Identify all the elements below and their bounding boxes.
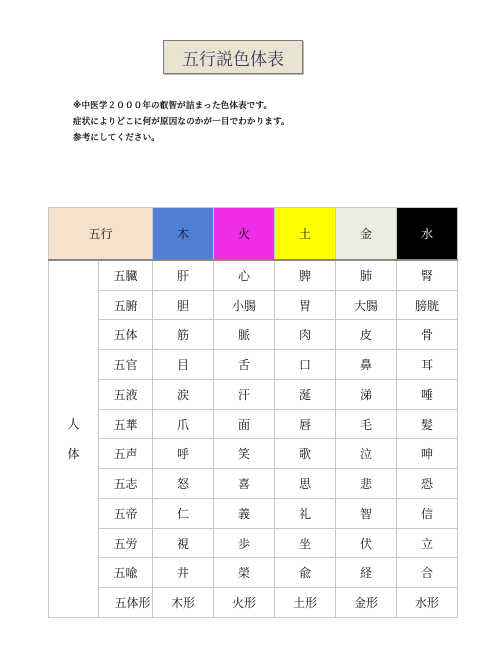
table-cell: 仁 (153, 498, 214, 528)
table-cell: 喜 (214, 469, 275, 499)
table-cell: 歩 (214, 528, 275, 558)
table-cell: 鼻 (336, 350, 397, 380)
table-row (49, 439, 458, 469)
table-cell: 信 (397, 498, 458, 528)
table-cell: 唇 (275, 409, 336, 439)
table-cell: 毛 (336, 409, 397, 439)
table-cell: 兪 (275, 558, 336, 588)
side-label-char: 人 (67, 416, 80, 431)
intro-line: 参考にしてください。 (73, 133, 161, 143)
table-cell: 礼 (275, 498, 336, 528)
row-label: 五華 (99, 409, 153, 439)
table-row (49, 558, 458, 588)
table-cell: 肝 (153, 260, 214, 291)
table-cell: 智 (336, 498, 397, 528)
table-cell: 汗 (214, 379, 275, 409)
table-cell: 髪 (397, 409, 458, 439)
header-element-earth: 土 (275, 208, 336, 260)
page-title-box (163, 40, 303, 74)
intro-line: 症状によりどこに何が原因なのかが一目でわかります。 (73, 117, 290, 127)
table-cell: 涕 (336, 379, 397, 409)
table-cell: 義 (214, 498, 275, 528)
color-correspondence-table (48, 207, 458, 618)
table-cell: 口 (275, 350, 336, 380)
table-cell: 耳 (397, 350, 458, 380)
row-label: 五体 (99, 320, 153, 350)
header-element-water: 水 (397, 208, 458, 260)
table-cell: 涙 (153, 379, 214, 409)
table-cell: 土形 (275, 588, 336, 618)
table-cell: 坐 (275, 528, 336, 558)
row-label: 五官 (99, 350, 153, 380)
table-cell: 笑 (214, 439, 275, 469)
table-cell: 面 (214, 409, 275, 439)
table-cell: 泣 (336, 439, 397, 469)
body-side-label (49, 260, 99, 618)
table-row (49, 469, 458, 499)
table-cell: 骨 (397, 320, 458, 350)
header-element-fire: 火 (214, 208, 275, 260)
table-cell: 筋 (153, 320, 214, 350)
side-label-char: 体 (67, 446, 80, 461)
table-cell: 脾 (275, 260, 336, 291)
table-cell: 伏 (336, 528, 397, 558)
table-cell: 大腸 (336, 290, 397, 320)
header-element-wood: 木 (153, 208, 214, 260)
table-body (49, 260, 458, 618)
table-cell: 腎 (397, 260, 458, 291)
table-cell: 火形 (214, 588, 275, 618)
table-row (49, 260, 458, 291)
table-cell: 肺 (336, 260, 397, 291)
table-cell: 唾 (397, 379, 458, 409)
table-cell: 脈 (214, 320, 275, 350)
table-cell: 涎 (275, 379, 336, 409)
table-cell: 目 (153, 350, 214, 380)
table-cell: 経 (336, 558, 397, 588)
table-cell: 胆 (153, 290, 214, 320)
table-cell: 歌 (275, 439, 336, 469)
table-cell: 呼 (153, 439, 214, 469)
table-cell: 小腸 (214, 290, 275, 320)
header-gogyo: 五行 (49, 208, 153, 260)
table-cell: 思 (275, 469, 336, 499)
row-label: 五体形 (99, 588, 153, 618)
intro-text (73, 98, 290, 146)
table-cell: 合 (397, 558, 458, 588)
table-cell: 木形 (153, 588, 214, 618)
table-cell: 水形 (397, 588, 458, 618)
intro-line: ※中医学２０００年の叡智が詰まった色体表です。 (73, 101, 273, 111)
row-label: 五声 (99, 439, 153, 469)
table-cell: 井 (153, 558, 214, 588)
table-row (49, 528, 458, 558)
header-element-metal: 金 (336, 208, 397, 260)
table-row (49, 290, 458, 320)
table-row (49, 409, 458, 439)
table-cell: 怒 (153, 469, 214, 499)
row-label: 五志 (99, 469, 153, 499)
row-label: 五帝 (99, 498, 153, 528)
table-cell: 胃 (275, 290, 336, 320)
table-row (49, 498, 458, 528)
row-label: 五臓 (99, 260, 153, 291)
table-cell: 膀胱 (397, 290, 458, 320)
page-title: 五行説色体表 (182, 49, 284, 70)
row-label: 五液 (99, 379, 153, 409)
table-header-row (49, 208, 458, 260)
row-label: 五腑 (99, 290, 153, 320)
table-cell: 視 (153, 528, 214, 558)
table-row (49, 320, 458, 350)
table-cell: 爪 (153, 409, 214, 439)
table-cell: 悲 (336, 469, 397, 499)
table-cell: 舌 (214, 350, 275, 380)
table-cell: 心 (214, 260, 275, 291)
table-row (49, 379, 458, 409)
table-cell: 肉 (275, 320, 336, 350)
table-cell: 金形 (336, 588, 397, 618)
table-cell: 榮 (214, 558, 275, 588)
table-row (49, 350, 458, 380)
table-cell: 皮 (336, 320, 397, 350)
table-cell: 立 (397, 528, 458, 558)
table-cell: 恐 (397, 469, 458, 499)
table-row (49, 588, 458, 618)
row-label: 五労 (99, 528, 153, 558)
row-label: 五喩 (99, 558, 153, 588)
table-cell: 呻 (397, 439, 458, 469)
